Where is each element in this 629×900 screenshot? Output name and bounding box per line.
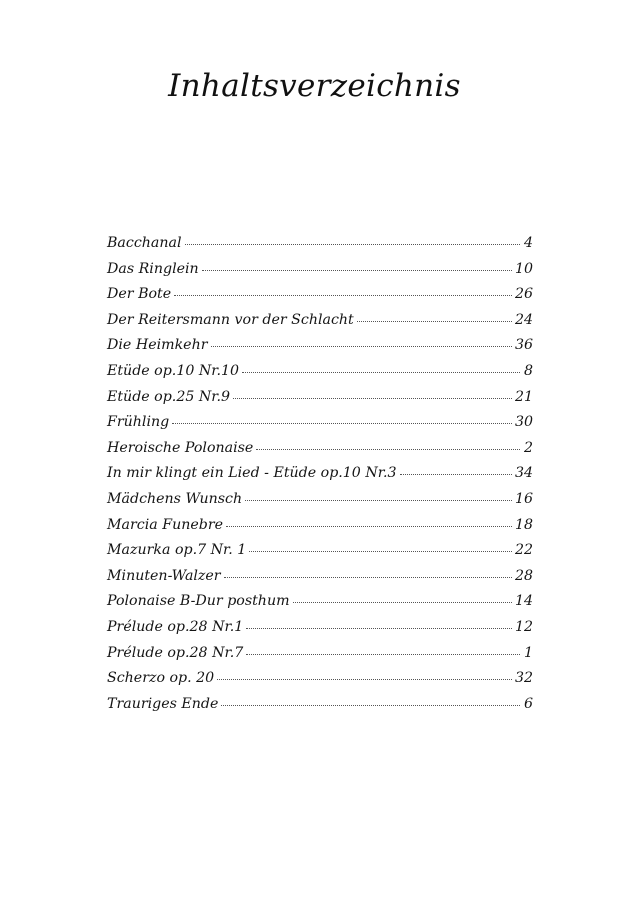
toc-entry-title: Bacchanal: [107, 235, 182, 251]
dot-leader: [217, 679, 512, 680]
toc-entry: [107, 517, 533, 543]
toc-entry: [107, 261, 533, 287]
toc-entry: [107, 542, 533, 568]
toc-entry: [107, 619, 533, 645]
toc-entry-page-number: 32: [514, 670, 533, 687]
dot-leader: [172, 423, 512, 424]
toc-entry-title: Das Ringlein: [107, 260, 199, 277]
toc-entry-page-number: 6: [523, 695, 533, 712]
toc-entry: [107, 696, 533, 722]
toc-entry-page-number: 4: [523, 235, 533, 251]
dot-leader: [357, 321, 512, 322]
toc-entry-title: In mir klingt ein Lied - Etüde op.10 Nr.3: [107, 465, 397, 482]
toc-entry-title: Prélude op.28 Nr.1: [107, 618, 244, 635]
table-of-contents: [107, 235, 533, 721]
toc-entry: [107, 414, 533, 440]
toc-entry-page-number: 10: [514, 260, 533, 277]
dot-leader: [233, 398, 512, 399]
toc-entry: [107, 286, 533, 312]
toc-entry: [107, 491, 533, 517]
toc-entry-page-number: 8: [523, 362, 533, 379]
toc-entry-title: Etüde op.10 Nr.10: [107, 362, 240, 379]
toc-entry: [107, 363, 533, 389]
toc-entry-page-number: 22: [514, 542, 533, 559]
dot-leader: [221, 705, 520, 706]
toc-entry-title: Mädchens Wunsch: [107, 490, 243, 507]
dot-leader: [226, 526, 512, 527]
toc-entry-title: Etüde op.25 Nr.9: [107, 388, 231, 405]
toc-entry-title: Scherzo op. 20: [107, 670, 215, 687]
toc-entry: [107, 337, 533, 363]
dot-leader: [256, 449, 520, 450]
dot-leader: [400, 474, 512, 475]
toc-entry-page-number: 26: [514, 286, 533, 303]
toc-entry-title: Der Bote: [107, 286, 172, 303]
page-title: Inhaltsverzeichnis: [168, 68, 461, 104]
dot-leader: [246, 654, 520, 655]
toc-entry-page-number: 16: [514, 490, 533, 507]
toc-entry-page-number: 18: [514, 516, 533, 533]
toc-entry: [107, 440, 533, 466]
toc-entry-page-number: 36: [514, 337, 533, 354]
toc-entry-page-number: 24: [514, 311, 533, 328]
dot-leader: [293, 602, 512, 603]
dot-leader: [249, 551, 512, 552]
dot-leader: [185, 244, 520, 245]
dot-leader: [174, 295, 512, 296]
toc-entry-title: Polonaise B-Dur posthum: [107, 593, 290, 610]
toc-entry-title: Die Heimkehr: [107, 337, 208, 354]
toc-entry-title: Trauriges Ende: [107, 695, 219, 712]
toc-entry-page-number: 28: [514, 567, 533, 584]
dot-leader: [211, 346, 512, 347]
toc-entry: [107, 389, 533, 415]
toc-entry-page-number: 2: [523, 439, 533, 456]
toc-entry: [107, 312, 533, 338]
toc-entry-page-number: 1: [523, 644, 533, 661]
toc-entry-title: Prélude op.28 Nr.7: [107, 644, 244, 661]
toc-entry-page-number: 14: [514, 593, 533, 610]
toc-entry-title: Minuten-Walzer: [107, 567, 221, 584]
toc-entry: [107, 568, 533, 594]
toc-entry-title: Mazurka op.7 Nr. 1: [107, 542, 247, 559]
toc-entry-title: Frühling: [107, 414, 170, 431]
dot-leader: [224, 577, 512, 578]
toc-entry: [107, 465, 533, 491]
toc-entry-title: Heroische Polonaise: [107, 439, 254, 456]
toc-entry: [107, 645, 533, 671]
dot-leader: [245, 500, 512, 501]
toc-entry-page-number: 30: [514, 414, 533, 431]
toc-entry-page-number: 34: [514, 465, 533, 482]
toc-entry: [107, 670, 533, 696]
toc-entry-page-number: 12: [514, 618, 533, 635]
dot-leader: [242, 372, 520, 373]
dot-leader: [202, 270, 512, 271]
toc-entry-title: Marcia Funebre: [107, 516, 223, 533]
toc-entry-title: Der Reitersmann vor der Schlacht: [107, 311, 354, 328]
dot-leader: [246, 628, 512, 629]
toc-entry-page-number: 21: [514, 388, 533, 405]
toc-entry: [107, 235, 533, 261]
toc-entry: [107, 593, 533, 619]
